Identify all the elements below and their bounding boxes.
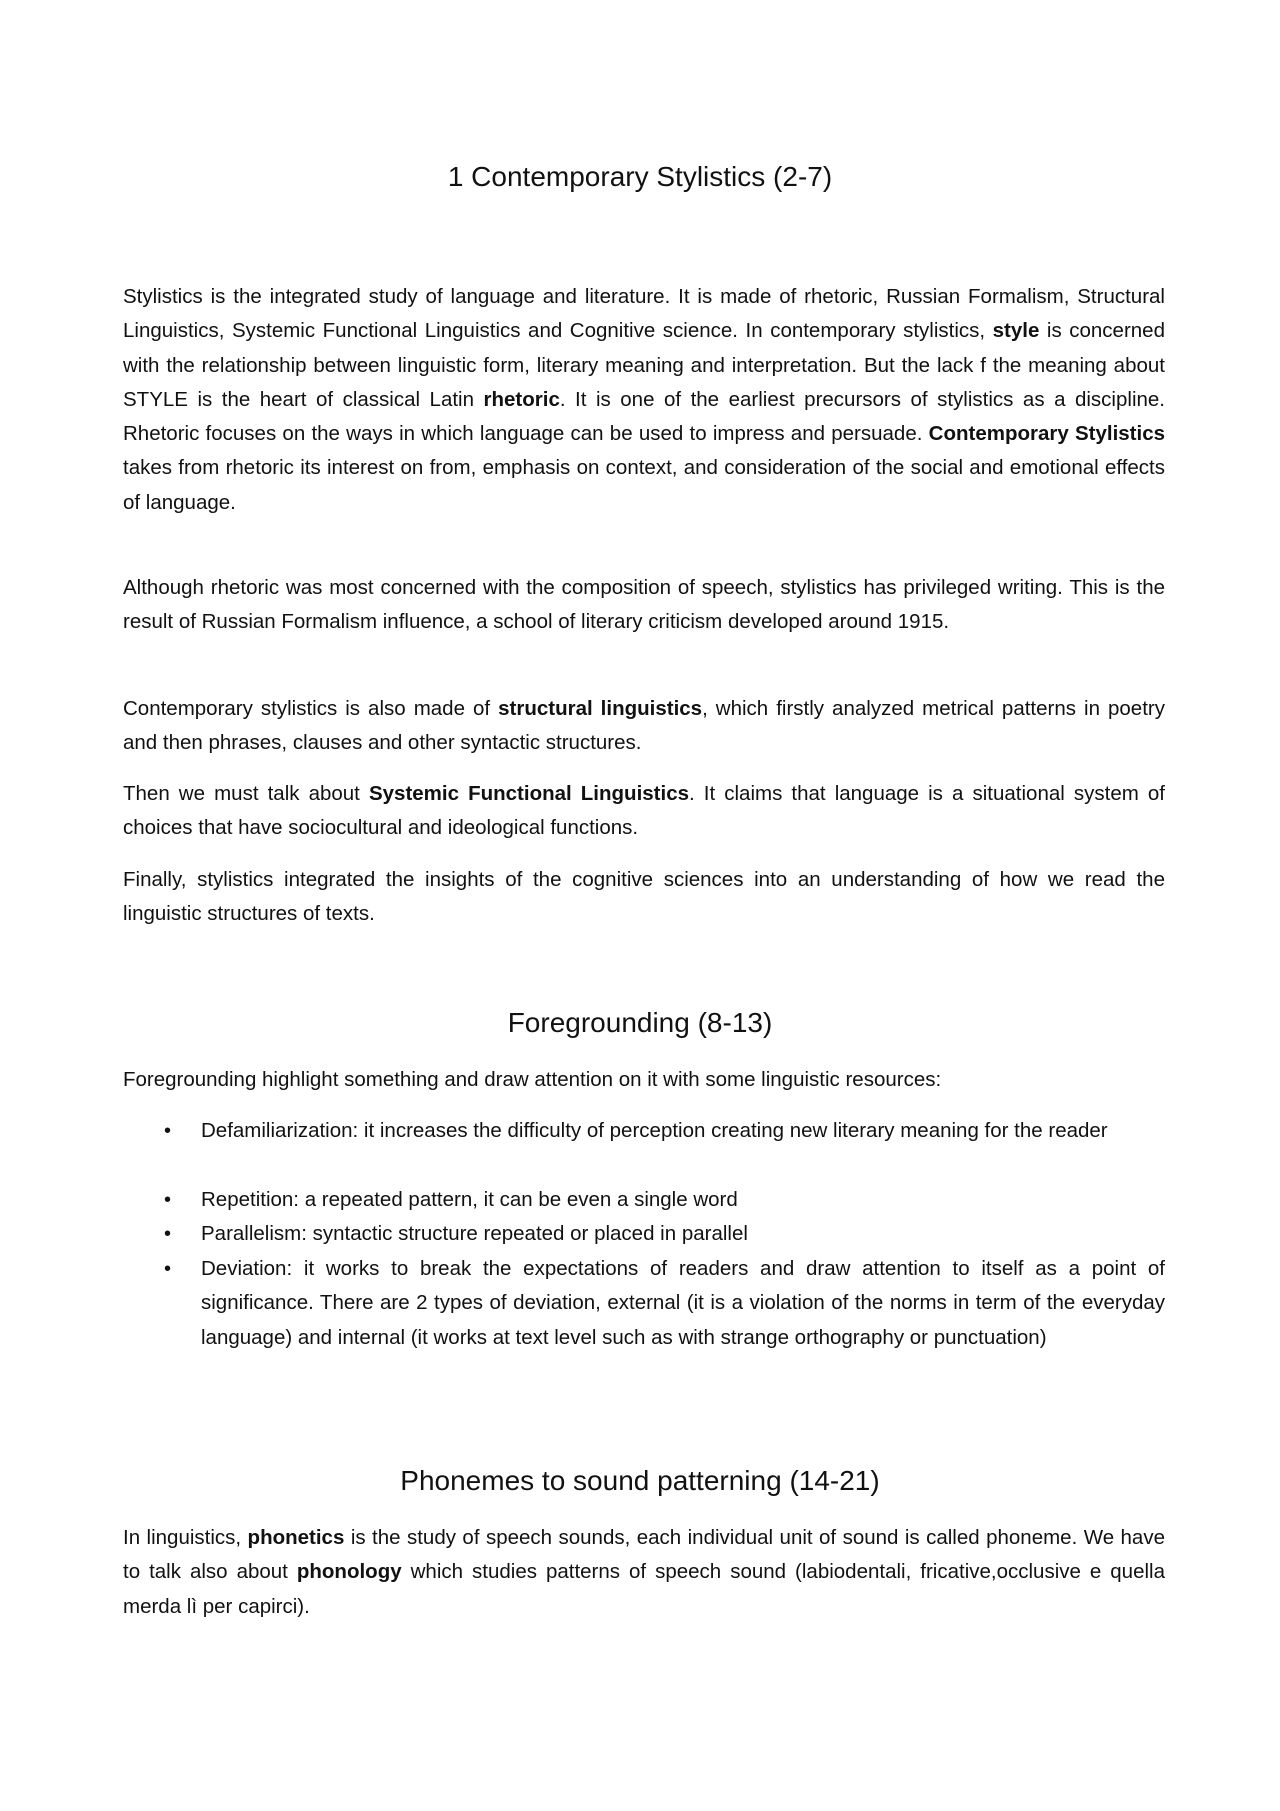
paragraph: [123, 571, 1165, 640]
list-item-text: Defamiliarization: it increases the difficulty of perception creating new literary meaning for the reader: [201, 1119, 1108, 1142]
paragraph: [123, 777, 1165, 846]
paragraph: Foregrounding highlight something and draw attention on it with some linguistic resources:: [123, 1068, 942, 1091]
text-run: In linguistics,: [123, 1526, 248, 1549]
list-item-text: Parallelism: syntactic structure repeated or placed in parallel: [201, 1222, 748, 1245]
text-run: Although rhetoric was most concerned with the composition of speech, stylistics has privileged writing. This is the result of Russian Formalism influence, a school of literary criticism developed around 1915.: [123, 576, 1165, 634]
list-item: [164, 1183, 1165, 1217]
paragraph: [123, 280, 1165, 520]
bold-term: rhetoric: [483, 387, 560, 411]
heading-phonemes: Phonemes to sound patterning (14-21): [400, 1465, 880, 1496]
list-item-text: Repetition: a repeated pattern, it can be even a single word: [201, 1188, 738, 1211]
heading-foregrounding: Foregrounding (8-13): [507, 1007, 773, 1038]
bold-term: Contemporary Stylistics: [928, 422, 1165, 446]
bold-term: Systemic Functional Linguistics: [368, 782, 689, 805]
text-run: is the study of speech sounds, each individual unit of sound is called phoneme. We have to talk also about: [123, 1526, 1165, 1584]
text-run: . It claims that language is a situational system of choices that have sociocultural and ideological functions.: [123, 782, 1165, 840]
bullet-icon: •: [164, 1189, 172, 1211]
paragraph: [123, 863, 1165, 932]
list-item-text: Deviation: it works to break the expectations of readers and draw attention to itself as a point of significance. There are 2 types of deviation, external (it is a violation of the norms in term of the everyday language) and internal (it works at text level such as with strange orthography or punctuation): [201, 1257, 1165, 1349]
text-run: Finally, stylistics integrated the insights of the cognitive sciences into an understanding of how we read the linguistic structures of texts.: [123, 868, 1165, 926]
bold-term: structural linguistics: [498, 697, 703, 720]
bullet-icon: •: [164, 1120, 172, 1142]
text-run: takes from rhetoric its interest on from, emphasis on context, and consideration of the social and emotional effects of language.: [123, 456, 1165, 514]
text-run: is concerned with the relationship between linguistic form, literary meaning and interpretation. But the lack f the meaning about STYLE is the heart of classical Latin: [123, 319, 1165, 411]
paragraph: [123, 1521, 1165, 1624]
heading-contemporary-stylistics: 1 Contemporary Stylistics (2-7): [447, 161, 833, 192]
bold-term: phonetics: [247, 1526, 345, 1549]
text-run: . It is one of the earliest precursors of stylistics as a discipline. Rhetoric focuses on the ways in which language can be used to impress and persuade.: [123, 387, 1165, 446]
bullet-icon: •: [164, 1223, 172, 1245]
text-run: , which firstly analyzed metrical patterns in poetry and then phrases, clauses and other syntactic structures.: [123, 697, 1165, 755]
list-item: [164, 1114, 1165, 1148]
list-item: [164, 1252, 1165, 1355]
bullet-icon: •: [164, 1258, 172, 1280]
bold-term: style: [992, 319, 1040, 343]
text-run: Then we must talk about: [123, 782, 369, 805]
text-run: Contemporary stylistics is also made of: [123, 697, 499, 720]
text-run: Stylistics is the integrated study of language and literature. It is made of rhetoric, Russian Formalism, Structural Linguistics, Systemic Functional Linguistics and Cognitive science. In contemporary stylistics,: [123, 285, 1165, 343]
list-item: [164, 1217, 1165, 1251]
bold-term: phonology: [296, 1560, 402, 1584]
paragraph: [123, 692, 1165, 761]
text-run: which studies patterns of speech sound (labiodentali, fricative,occlusive e quella merda lì per capirci).: [123, 1560, 1165, 1618]
